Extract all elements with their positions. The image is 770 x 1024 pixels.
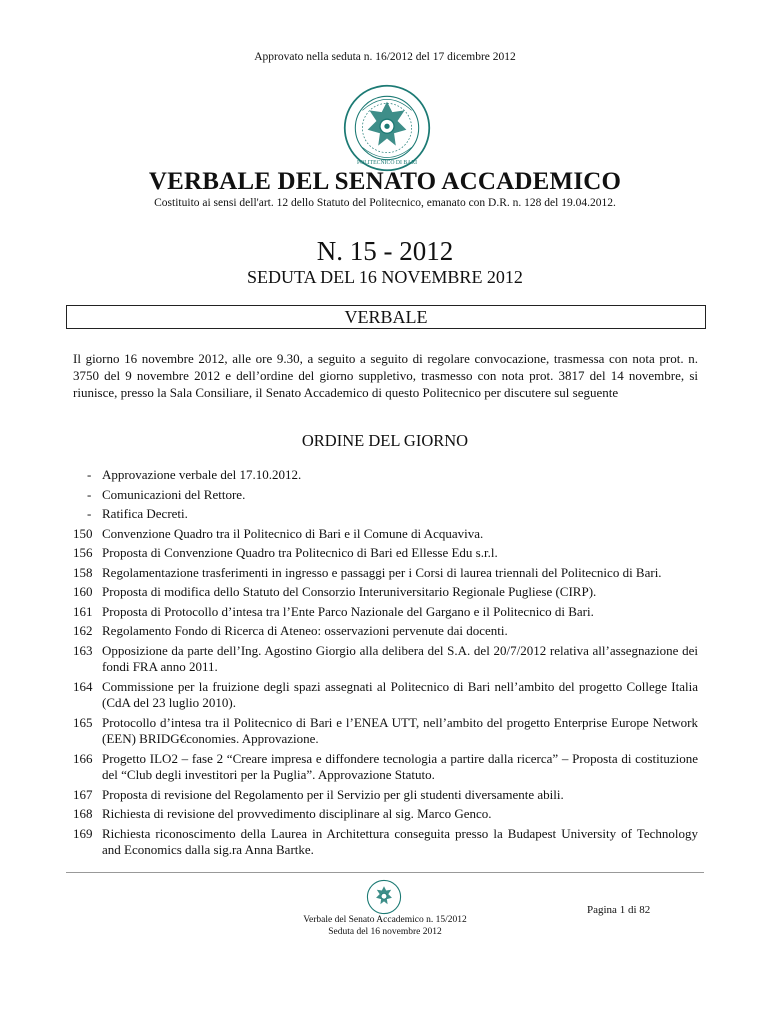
agenda-item	[73, 545, 698, 562]
agenda-item	[73, 604, 698, 621]
agenda-item-number: 167	[73, 786, 93, 802]
agenda-item-number: 158	[73, 564, 93, 580]
session-date: SEDUTA DEL 16 NOVEMBRE 2012	[247, 267, 523, 287]
footer-divider	[66, 872, 704, 873]
agenda-item-number: 164	[73, 678, 93, 694]
agenda-item-text: Richiesta di revisione del provvedimento disciplinare al sig. Marco Genco.	[102, 806, 492, 821]
agenda-list	[73, 467, 698, 862]
footer-seal-icon	[366, 879, 402, 915]
agenda-item-number: 160	[73, 584, 93, 599]
agenda-item-number: 165	[73, 714, 93, 730]
agenda-item-number: -	[87, 506, 92, 521]
agenda-item	[73, 643, 698, 676]
agenda-item-number: 163	[73, 642, 93, 658]
agenda-item	[73, 715, 698, 748]
agenda-item-text: Ratifica Decreti.	[102, 506, 188, 521]
agenda-item-text: Proposta di Protocollo d’intesa tra l’Ente Parco Nazionale del Gargano e il Politecnico di Bari.	[102, 603, 594, 619]
agenda-item-text: Progetto ILO2 – fase 2 “Creare impresa e diffondere tecnologia a partire dalla ricerca” – Proposta di costituzione del “Club degli investitori per la Puglia”. Approvazione Statuto.	[102, 750, 698, 782]
agenda-item	[73, 487, 698, 504]
agenda-item	[73, 679, 698, 712]
document-subtitle: Costituito ai sensi dell'art. 12 dello Statuto del Politecnico, emanato con D.R. n. 128 del 19.04.2012.	[154, 197, 616, 209]
minutes-number: N. 15 - 2012	[316, 236, 454, 266]
agenda-item-number: -	[87, 486, 92, 502]
agenda-item-text: Regolamento Fondo di Ricerca di Ateneo: osservazioni pervenute dai docenti.	[102, 623, 508, 638]
intro-paragraph: Il giorno 16 novembre 2012, alle ore 9.30, a seguito a seguito di regolare convocazione, trasmessa con nota prot. n. 3750 del 9 novembre 2012 e dell’ordine del giorno suppletivo, trasmesso con nota prot. 3817 del 14 novembre, si riunisce, presso la Sala Consiliare, il Senato Accademico di questo Politecnico per discutere sul seguente	[73, 351, 698, 400]
agenda-item	[73, 565, 698, 582]
section-label-box: VERBALE	[66, 305, 706, 329]
agenda-item	[73, 751, 698, 784]
agenda-item-number: 169	[73, 825, 93, 841]
agenda-item-text: Proposta di Convenzione Quadro tra Politecnico di Bari ed Ellesse Edu s.r.l.	[102, 545, 498, 560]
approval-note: Approvato nella seduta n. 16/2012 del 17 dicembre 2012	[254, 51, 516, 63]
footer-reference: Verbale del Senato Accademico n. 15/2012	[303, 915, 467, 925]
agenda-item-text: Comunicazioni del Rettore.	[102, 486, 246, 502]
agenda-item	[73, 584, 698, 601]
agenda-item-text: Proposta di revisione del Regolamento per il Servizio per gli studenti diversamente abili.	[102, 786, 564, 802]
page-number: Pagina 1 di 82	[587, 904, 651, 916]
agenda-item-text: Regolamentazione trasferimenti in ingresso e passaggi per i Corsi di laurea triennali del Politecnico di Bari.	[102, 564, 662, 580]
agenda-item-text: Protocollo d’intesa tra il Politecnico di Bari e l’ENEA UTT, nell’ambito del progetto Enterprise Europe Network (EEN) BRIDG€conomies. Approvazione.	[102, 714, 698, 746]
agenda-item-text: Commissione per la fruizione degli spazi assegnati al Politecnico di Bari nell’ambito del progetto College Italia (CdA del 23 luglio 2010).	[102, 678, 698, 710]
agenda-item-number: 156	[73, 545, 93, 560]
agenda-item	[73, 826, 698, 859]
document-title: VERBALE DEL SENATO ACCADEMICO	[148, 168, 622, 195]
agenda-item-text: Opposizione da parte dell’Ing. Agostino Giorgio alla delibera del S.A. del 20/7/2012 relativa all’assegnazione dei fondi FRA anno 2011.	[102, 642, 698, 674]
agenda-item-number: 161	[73, 603, 93, 619]
agenda-item	[73, 787, 698, 804]
agenda-item-number: -	[87, 467, 92, 482]
agenda-item-text: Approvazione verbale del 17.10.2012.	[102, 467, 302, 482]
politecnico-seal-icon	[343, 84, 431, 172]
agenda-item-text: Convenzione Quadro tra il Politecnico di Bari e il Comune di Acquaviva.	[102, 525, 484, 541]
agenda-item	[73, 467, 698, 484]
footer-date: Seduta del 16 novembre 2012	[328, 927, 442, 937]
agenda-item	[73, 506, 698, 523]
agenda-title: ORDINE DEL GIORNO	[301, 431, 469, 450]
agenda-item	[73, 806, 698, 823]
agenda-item-number: 150	[73, 525, 93, 541]
agenda-item-text: Richiesta riconoscimento della Laurea in Architettura conseguita presso la Budapest University of Technology and Economics dalla sig.ra Anna Bartke.	[102, 825, 698, 857]
agenda-item-text: Proposta di modifica dello Statuto del Consorzio Interuniversitario Regionale Pugliese (CIRP).	[102, 584, 597, 599]
seal-ring-text: POLITECNICO DI BARI	[356, 160, 418, 167]
agenda-item	[73, 526, 698, 543]
agenda-item-number: 166	[73, 750, 93, 766]
agenda-item-number: 168	[73, 806, 93, 821]
agenda-item-number: 162	[73, 623, 93, 638]
agenda-item	[73, 623, 698, 640]
